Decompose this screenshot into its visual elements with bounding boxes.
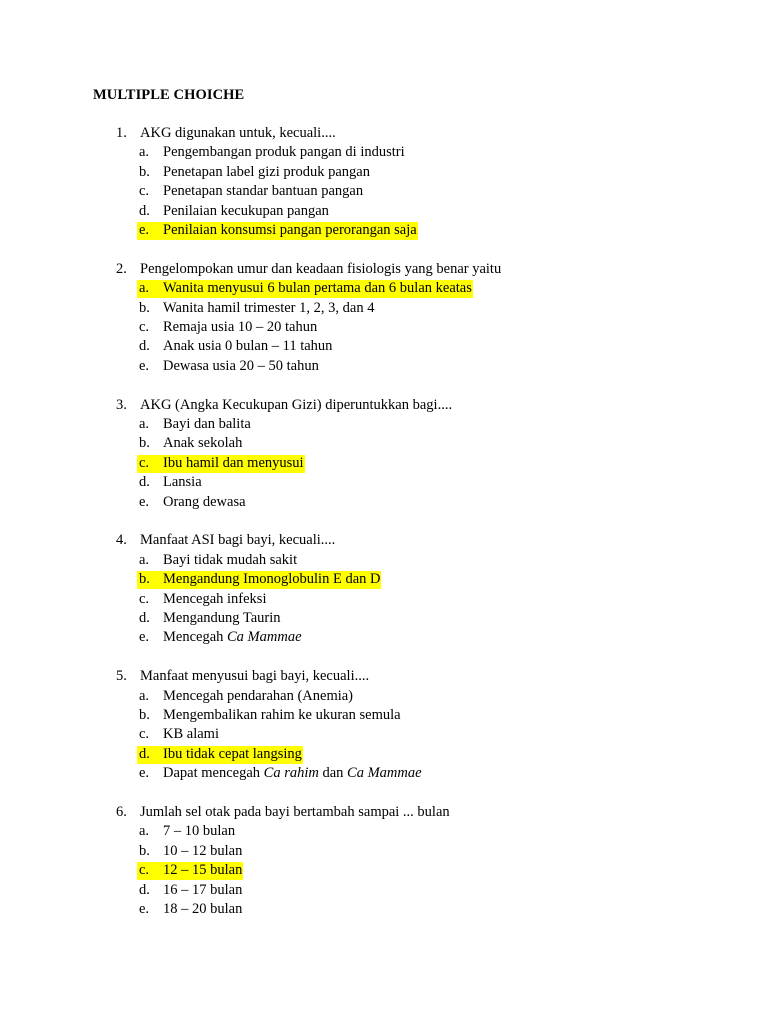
answer-option	[0, 357, 768, 376]
answer-option	[0, 299, 768, 318]
answer-option	[0, 202, 768, 221]
option-letter: a.	[139, 280, 150, 297]
option-letter: e.	[139, 901, 150, 917]
question-5	[0, 667, 768, 686]
answer-option-highlighted	[0, 279, 768, 298]
option-text: Ibu hamil dan menyusui	[163, 454, 304, 471]
option-letter: b.	[139, 571, 150, 588]
answer-option	[0, 337, 768, 356]
option-letter: e.	[139, 222, 150, 238]
option-text: Penetapan standar bantuan pangan	[163, 183, 364, 200]
option-letter: c.	[139, 454, 150, 471]
answer-option	[0, 318, 768, 337]
option-text: Bayi tidak mudah sakit	[163, 551, 298, 568]
option-letter: d.	[139, 474, 150, 491]
question-4	[0, 531, 768, 550]
option-text: Mencegah pendarahan (Anemia)	[163, 687, 354, 704]
answer-option	[0, 881, 768, 900]
option-text: Ibu tidak cepat langsing	[163, 745, 302, 762]
answer-option	[0, 590, 768, 609]
answer-option-highlighted	[0, 570, 768, 589]
answer-option	[0, 725, 768, 744]
option-text: KB alami	[163, 726, 219, 743]
question-number: 4.	[116, 532, 127, 549]
option-text: Remaja usia 10 – 20 tahun	[163, 319, 318, 335]
option-letter: c.	[139, 590, 150, 607]
option-letter: a.	[139, 687, 150, 704]
option-letter: a.	[139, 823, 150, 840]
option-letter: e.	[139, 629, 150, 646]
answer-option	[0, 182, 768, 201]
answer-option-highlighted	[0, 221, 768, 240]
question-number: 5.	[116, 668, 127, 685]
answer-option	[0, 473, 768, 492]
option-text: Anak usia 0 bulan – 11 tahun	[163, 338, 333, 355]
option-letter: a.	[139, 416, 150, 432]
option-letter: b.	[139, 163, 150, 180]
option-text: Penilaian konsumsi pangan perorangan saja	[163, 222, 417, 238]
option-text: Penilaian kecukupan pangan	[163, 202, 329, 219]
option-letter: d.	[139, 338, 150, 355]
option-text: Mengembalikan rahim ke ukuran semula	[163, 707, 401, 723]
question-3	[0, 396, 768, 415]
option-letter: b.	[139, 299, 150, 316]
question-number: 3.	[116, 396, 127, 413]
answer-option	[0, 415, 768, 434]
answer-option	[0, 551, 768, 570]
option-text: 12 – 15 bulan	[163, 862, 243, 879]
option-text: 7 – 10 bulan	[163, 823, 236, 840]
answer-option	[0, 493, 768, 512]
document-title: MULTIPLE CHOICHE	[93, 87, 245, 103]
answer-option	[0, 163, 768, 182]
question-text: AKG digunakan untuk, kecuali....	[140, 125, 336, 141]
answer-option	[0, 434, 768, 453]
question-number: 1.	[116, 125, 127, 141]
option-text: Lansia	[163, 474, 202, 491]
answer-option	[0, 706, 768, 725]
option-letter: c.	[139, 183, 150, 200]
question-text: Jumlah sel otak pada bayi bertambah sampai ... bulan	[140, 804, 450, 820]
option-letter: c.	[139, 862, 150, 879]
option-letter: a.	[139, 551, 150, 568]
option-letter: d.	[139, 881, 150, 898]
answer-option	[0, 764, 768, 783]
question-number: 6.	[116, 804, 127, 820]
question-number: 2.	[116, 260, 127, 277]
answer-option-highlighted	[0, 745, 768, 764]
question-2	[0, 260, 768, 279]
option-letter: c.	[139, 319, 150, 335]
question-6	[0, 803, 768, 822]
answer-option-highlighted	[0, 861, 768, 880]
question-text: Manfaat menyusui bagi bayi, kecuali....	[140, 668, 370, 685]
option-letter: e.	[139, 493, 150, 510]
option-text: Wanita menyusui 6 bulan pertama dan 6 bulan keatas	[163, 280, 472, 297]
option-letter: d.	[139, 610, 150, 626]
option-letter: b.	[139, 842, 150, 859]
question-1	[0, 124, 768, 143]
option-text: Wanita hamil trimester 1, 2, 3, dan 4	[163, 299, 375, 316]
option-letter: d.	[139, 745, 150, 762]
option-text: Dapat mencegah Ca rahim dan Ca Mammae	[163, 765, 422, 782]
option-text: 10 – 12 bulan	[163, 842, 243, 859]
option-text: Mencegah infeksi	[163, 590, 267, 607]
option-text: Mencegah Ca Mammae	[163, 629, 302, 646]
answer-option	[0, 900, 768, 919]
answer-option	[0, 842, 768, 861]
answer-option-highlighted	[0, 454, 768, 473]
option-letter: b.	[139, 707, 150, 723]
question-text: AKG (Angka Kecukupan Gizi) diperuntukkan bagi....	[140, 396, 453, 413]
option-text: Penetapan label gizi produk pangan	[163, 163, 370, 180]
option-text: Pengembangan produk pangan di industri	[163, 144, 405, 161]
option-text: 18 – 20 bulan	[163, 901, 243, 917]
option-text: Mengandung Imonoglobulin E dan D	[163, 571, 381, 588]
option-letter: e.	[139, 765, 150, 782]
answer-option	[0, 687, 768, 706]
option-letter: e.	[139, 357, 150, 374]
option-text: 16 – 17 bulan	[163, 881, 243, 898]
option-text: Mengandung Taurin	[163, 610, 281, 626]
answer-option	[0, 628, 768, 647]
option-letter: a.	[139, 144, 150, 161]
option-text: Orang dewasa	[163, 493, 246, 510]
option-letter: b.	[139, 435, 150, 452]
answer-option	[0, 609, 768, 628]
option-text: Dewasa usia 20 – 50 tahun	[163, 357, 319, 374]
option-letter: d.	[139, 202, 150, 219]
answer-option	[0, 822, 768, 841]
question-text: Manfaat ASI bagi bayi, kecuali....	[140, 532, 336, 549]
option-text: Bayi dan balita	[163, 416, 251, 432]
answer-option	[0, 143, 768, 162]
option-letter: c.	[139, 726, 150, 743]
option-text: Anak sekolah	[163, 435, 243, 452]
question-text: Pengelompokan umur dan keadaan fisiologis yang benar yaitu	[140, 260, 502, 277]
